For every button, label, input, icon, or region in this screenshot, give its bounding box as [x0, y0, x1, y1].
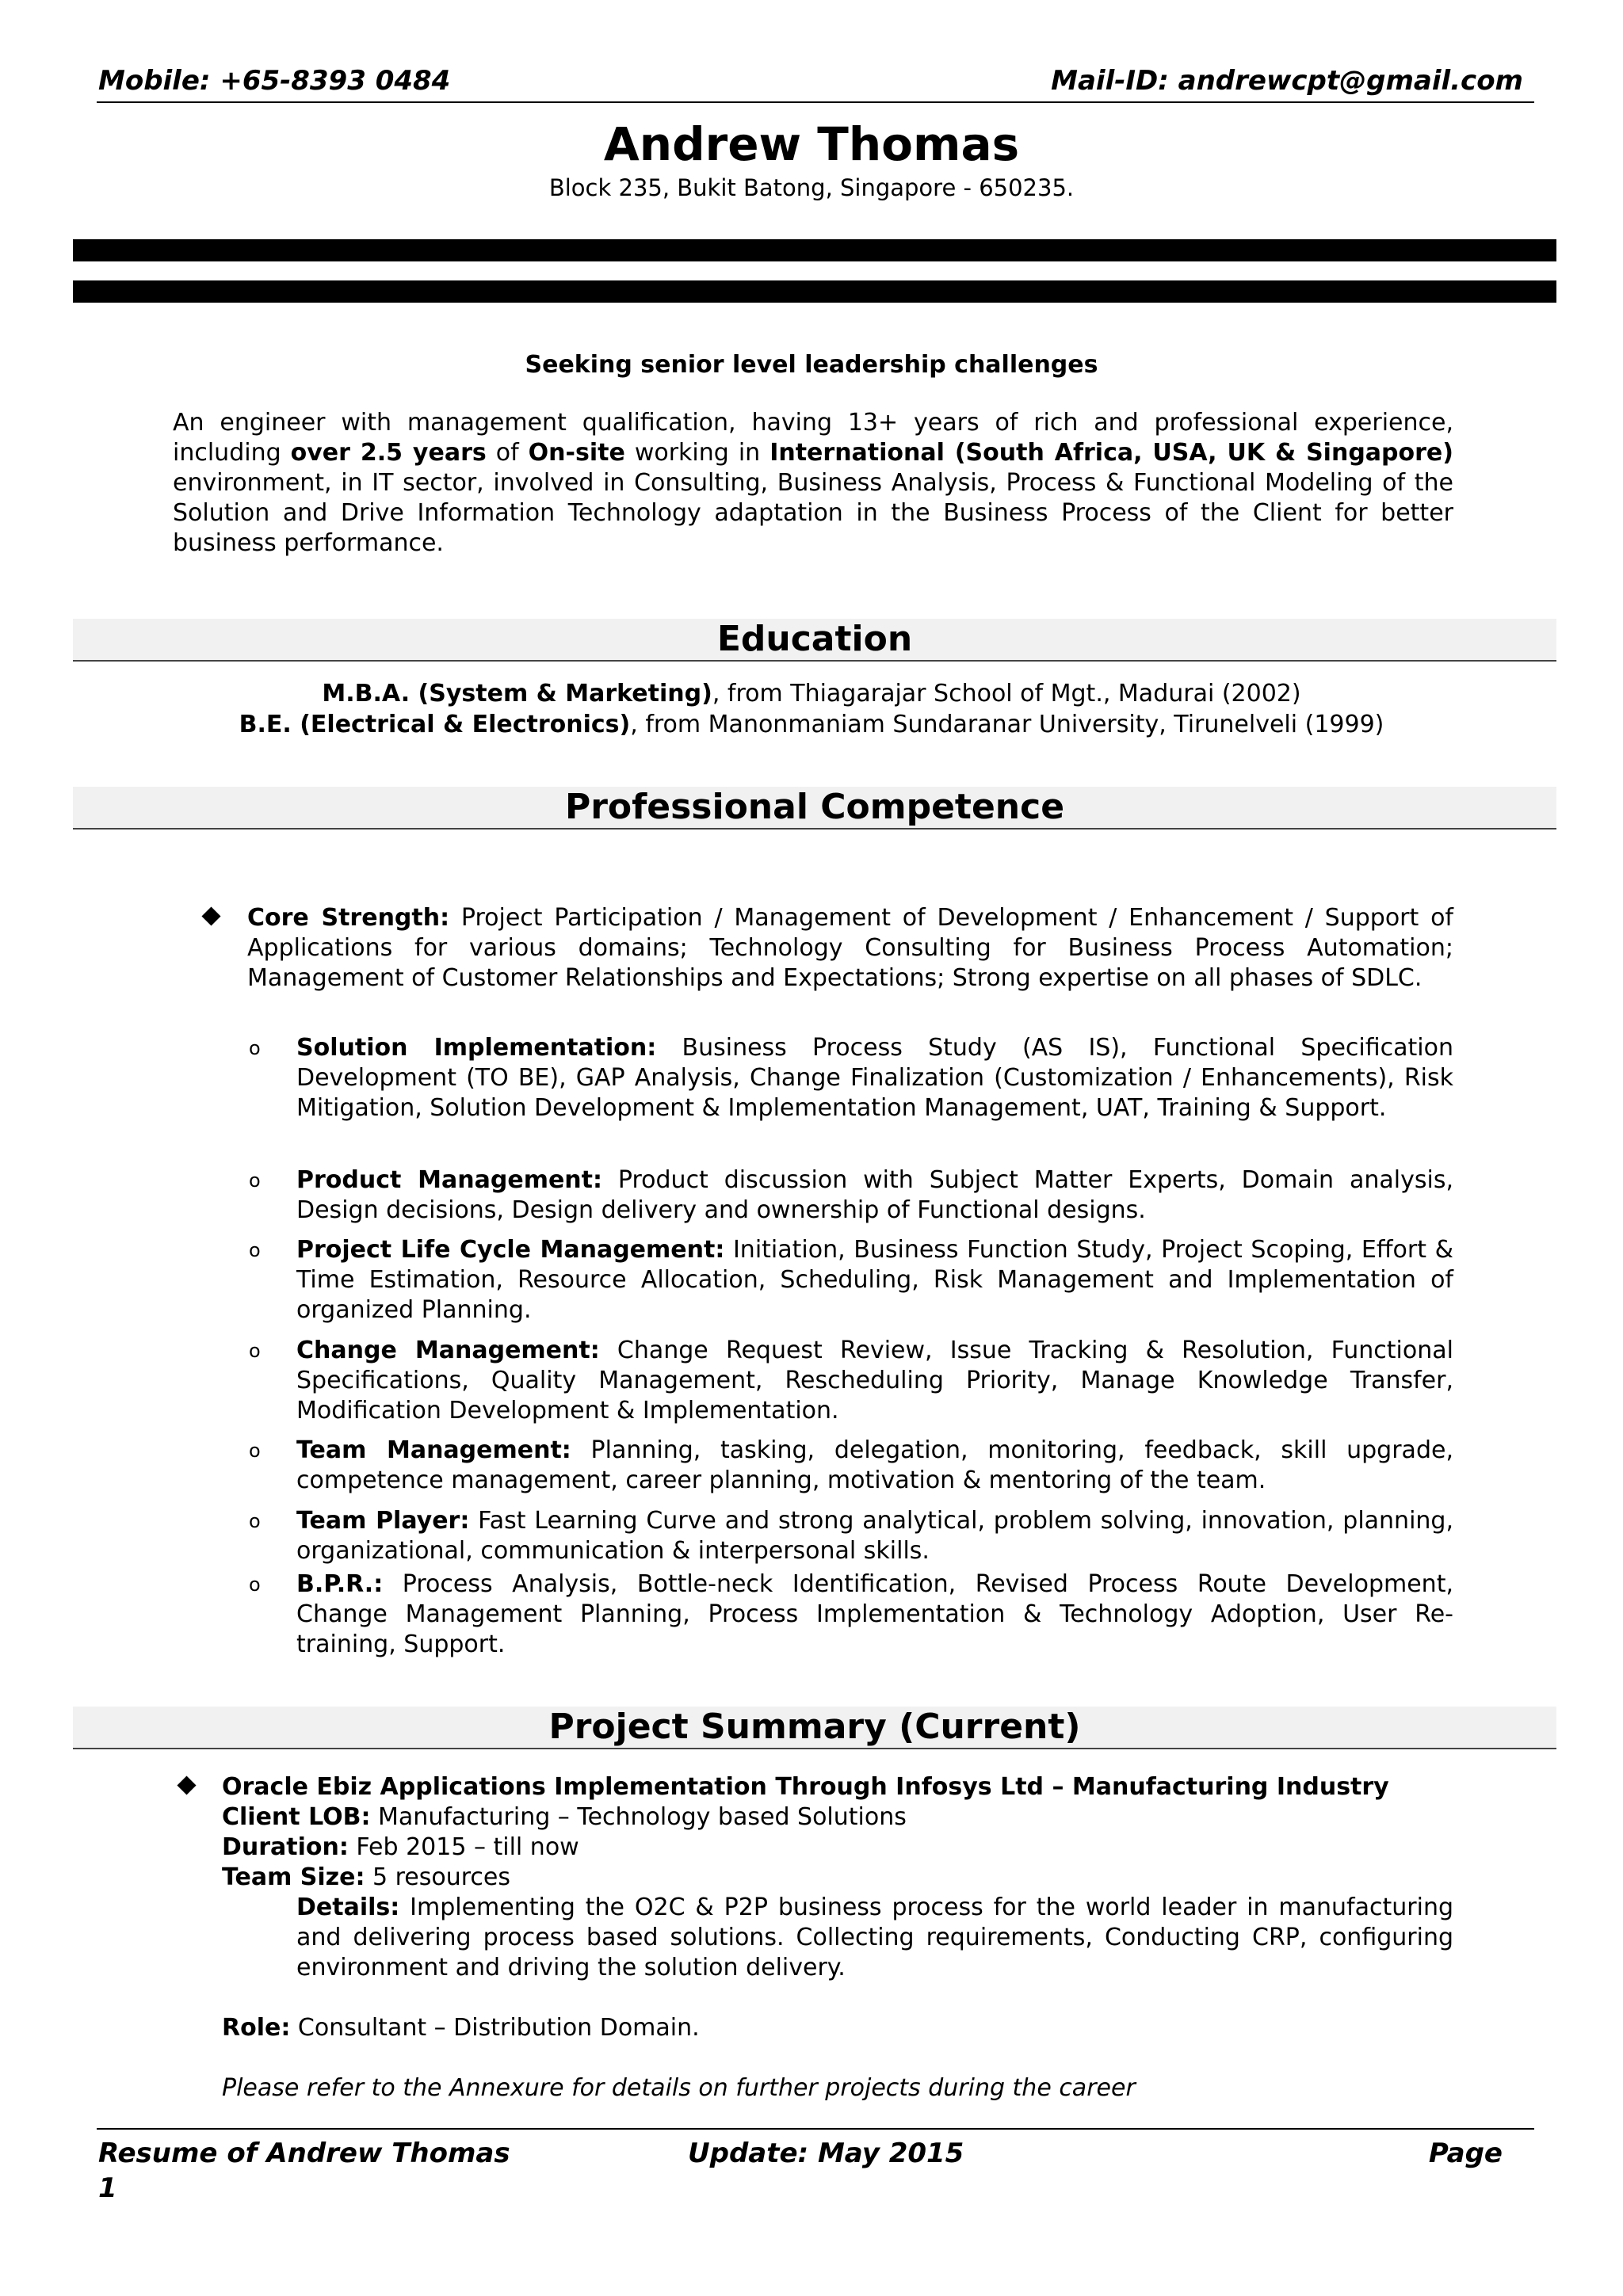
candidate-address: Block 235, Bukit Batong, Singapore - 650235. [548, 174, 1075, 201]
footer-title: Resume of Andrew Thomas [98, 2138, 510, 2169]
summary-segment: On-site [528, 439, 625, 467]
circle-bullet-icon: o [249, 1440, 261, 1462]
divider-bar-top [73, 239, 1556, 261]
footer-page-label: Page [1428, 2138, 1503, 2169]
project-role: Role: Consultant – Distribution Domain. [222, 2014, 700, 2042]
circle-bullet-icon: o [249, 1037, 261, 1059]
summary-segment: working in [624, 439, 770, 467]
competence-section-title: Professional Competence [73, 787, 1556, 830]
objective-heading: Seeking senior level leadership challenges [525, 351, 1098, 379]
diamond-bullet-icon [201, 906, 220, 925]
summary-segment: of [486, 439, 529, 467]
footer-page-number: 1 [98, 2172, 117, 2204]
project-name: Oracle Ebiz Applications Implementation Through Infosys Ltd – Manufacturing Industry [222, 1773, 1389, 1801]
circle-bullet-icon: o [249, 1340, 261, 1362]
circle-bullet-icon: o [249, 1510, 261, 1532]
summary-segment: International (South Africa, USA, UK & Singapore) [769, 439, 1453, 467]
annexure-note: Please refer to the Annexure for details on further projects during the career [222, 2074, 1136, 2102]
summary-segment: An engineer with management qualification, having 13+ years of rich and professional experience, including [173, 409, 1453, 467]
professional-summary [173, 408, 1453, 559]
project-details: Details: Implementing the O2C & P2P business process for the world leader in manufacturing and delivering process based solutions. Collecting requirements, Conducting CRP, configuring environment and driving the solution delivery. [296, 1894, 1453, 1981]
core-strength: Core Strength: Project Participation / Management of Development / Enhancement / Support of Applications for various domains; Technology Consulting for Business Process Automation; Management of Customer Relationships and Expectations; Strong expertise on all phases of SDLC. [247, 904, 1453, 992]
competence-item: Change Management: Change Request Review, Issue Tracking & Resolution, Functional Specifications, Quality Management, Rescheduling Priority, Manage Knowledge Transfer, Modification Development & Implementation. [296, 1337, 1453, 1425]
footer-rule [97, 2128, 1534, 2130]
circle-bullet-icon: o [249, 1239, 261, 1261]
email-address: Mail-ID: andrewcpt@gmail.com [1051, 65, 1523, 97]
divider-bar-bottom [73, 280, 1556, 303]
competence-item: Product Management: Product discussion with Subject Matter Experts, Domain analysis, Design decisions, Design delivery and ownership of Functional designs. [296, 1166, 1453, 1224]
education-item: M.B.A. (System & Marketing), from Thiagarajar School of Mgt., Madurai (2002) [322, 680, 1301, 707]
circle-bullet-icon: o [249, 1573, 261, 1596]
summary-segment: over 2.5 years [290, 439, 487, 467]
footer-update-date: Update: May 2015 [688, 2138, 964, 2169]
competence-item: Solution Implementation: Business Process Study (AS IS), Functional Specification Development (TO BE), GAP Analysis, Change Finalization (Customization / Enhancements), Risk Mitigation, Solution Development & Implementation Management, UAT, Training & Support. [296, 1034, 1453, 1122]
mobile-number: Mobile: +65-8393 0484 [98, 65, 451, 97]
project-duration: Duration: Feb 2015 – till now [222, 1833, 579, 1861]
education-section-title: Education [73, 619, 1556, 662]
competence-item: Team Management: Planning, tasking, delegation, monitoring, feedback, skill upgrade, competence management, career planning, motivation & mentoring of the team. [296, 1436, 1453, 1494]
competence-item: Team Player: Fast Learning Curve and strong analytical, problem solving, innovation, planning, organizational, communication & interpersonal skills. [296, 1507, 1453, 1565]
summary-segment: environment, in IT sector, involved in Consulting, Business Analysis, Process & Functional Modeling of the Solution and Drive Information Technology adaptation in the Business Process of the Client for better business performance. [173, 469, 1453, 557]
project-section-title: Project Summary (Current) [73, 1707, 1556, 1749]
project-team-size: Team Size: 5 resources [222, 1863, 511, 1891]
education-item: B.E. (Electrical & Electronics), from Manonmaniam Sundaranar University, Tirunelveli (1999) [239, 711, 1384, 738]
competence-item: B.P.R.: Process Analysis, Bottle-neck Identification, Revised Process Route Development, Change Management Planning, Process Implementation & Technology Adoption, User Re-training, Support. [296, 1570, 1453, 1658]
diamond-bullet-icon [177, 1775, 196, 1794]
candidate-name: Andrew Thomas [603, 117, 1020, 171]
project-client-lob: Client LOB: Manufacturing – Technology based Solutions [222, 1803, 907, 1831]
header-rule [97, 101, 1534, 103]
competence-item: Project Life Cycle Management: Initiation, Business Function Study, Project Scoping, Effort & Time Estimation, Resource Allocation, Scheduling, Risk Management and Implementation of organized Planning. [296, 1236, 1453, 1324]
circle-bullet-icon: o [249, 1169, 261, 1192]
